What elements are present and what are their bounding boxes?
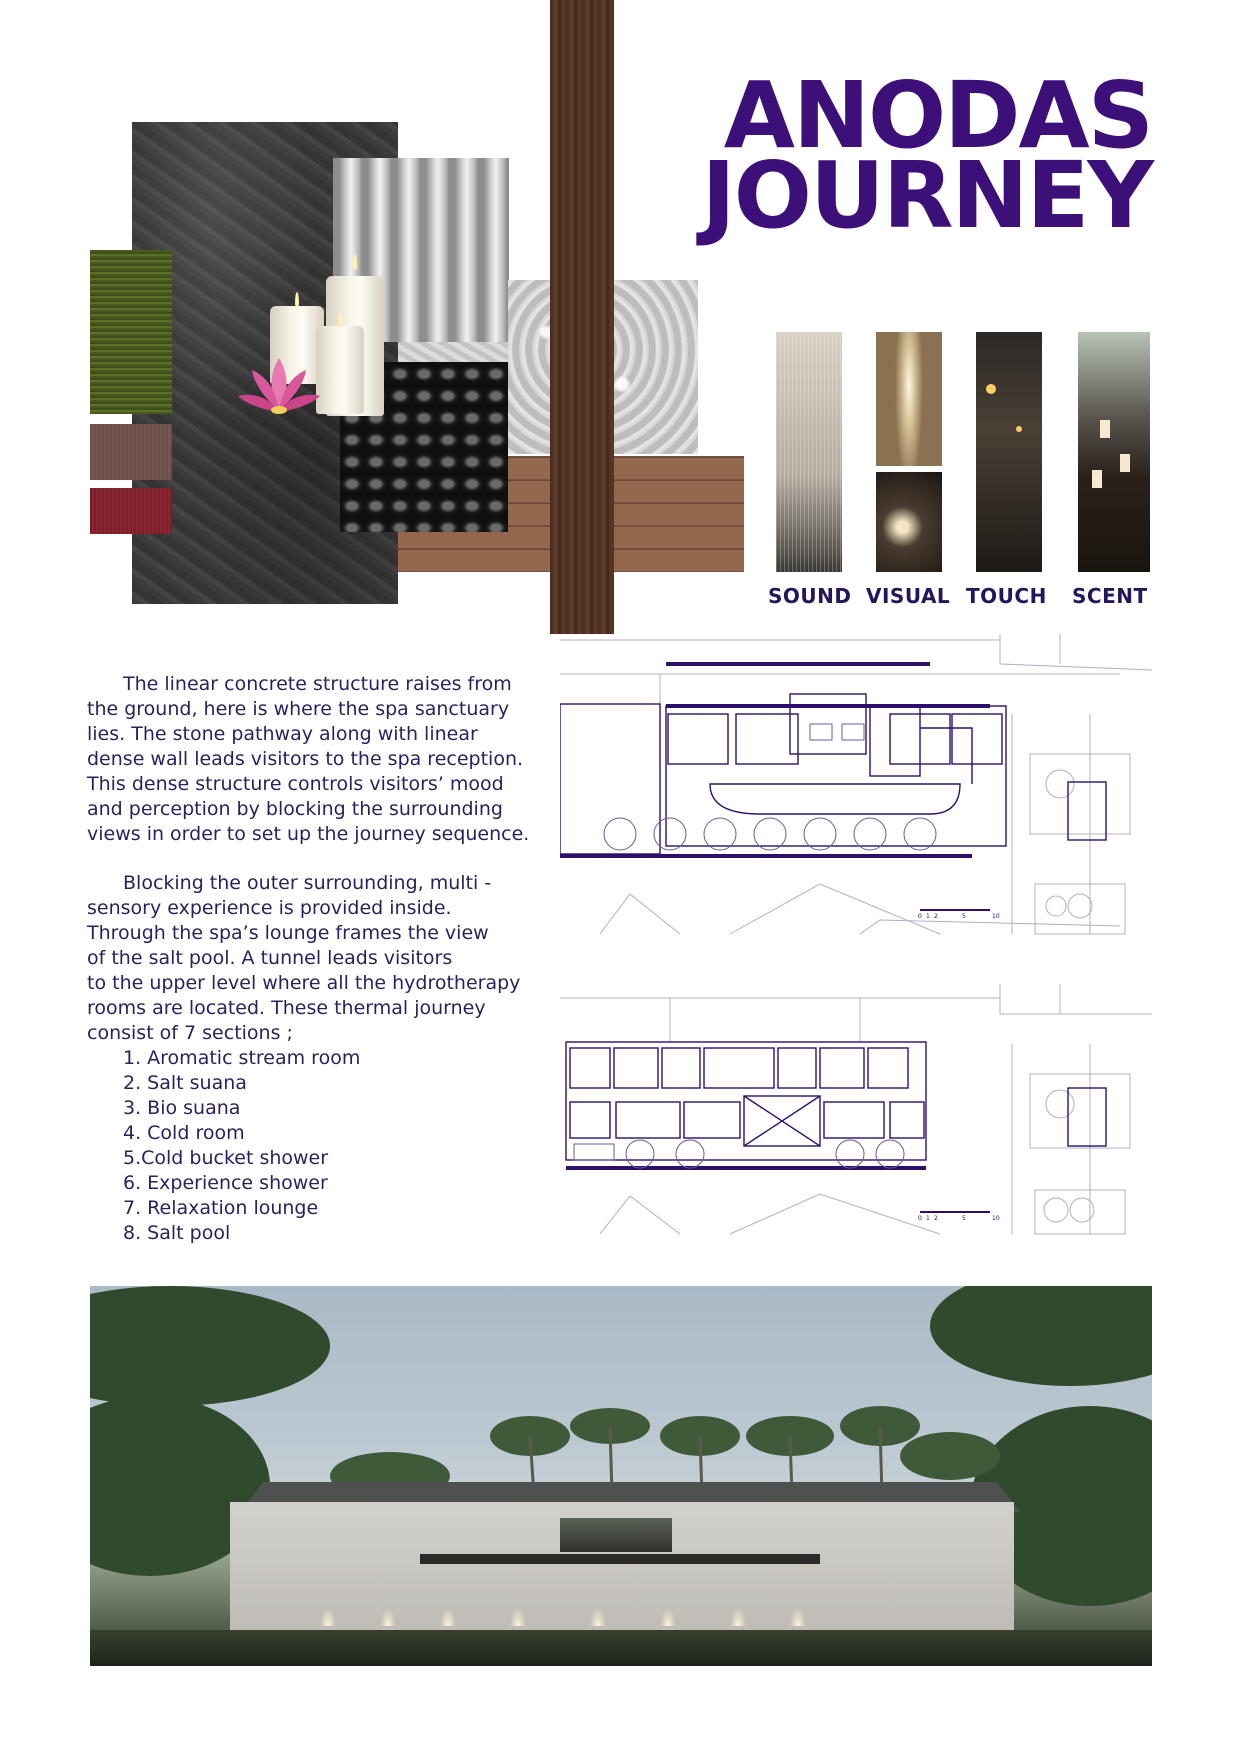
page-title — [701, 62, 1152, 249]
svg-text:1: 1 — [926, 1215, 930, 1222]
title-line-1: ANODAS — [723, 62, 1152, 169]
section-list — [123, 1046, 561, 1246]
list-item: 2. Salt suana — [123, 1072, 247, 1094]
building-window — [560, 1518, 672, 1552]
svg-text:2: 2 — [934, 1215, 938, 1222]
svg-text:10: 10 — [992, 1215, 1000, 1222]
uplight — [320, 1608, 336, 1626]
brown-fabric-swatch — [90, 424, 172, 480]
exterior-render — [90, 1286, 1152, 1666]
visual-image-top — [876, 332, 942, 466]
lotus-flower-icon — [236, 352, 322, 432]
red-fabric-swatch — [90, 488, 172, 534]
sense-label-visual: VISUAL — [866, 584, 951, 608]
list-item: 5.Cold bucket shower — [123, 1147, 329, 1169]
description-text — [87, 672, 561, 1246]
uplight — [730, 1608, 746, 1626]
svg-text:0: 0 — [918, 913, 922, 920]
sense-label-touch: TOUCH — [966, 584, 1047, 608]
ground-floor-plan — [560, 634, 1152, 942]
list-item: 3. Bio suana — [123, 1097, 241, 1119]
reflecting-pool — [90, 1630, 1152, 1666]
sense-label-scent: SCENT — [1072, 584, 1148, 608]
svg-text:2: 2 — [934, 913, 938, 920]
touch-image — [976, 332, 1042, 572]
paragraph-1: The linear concrete structure raises from the ground, here is where the spa sanctuary lies. The stone pathway along with linear dense wall leads visitors to the spa reception. This dense structure controls visitors’ mood and perception by blocking the surrounding views in order to set up the journey sequence. — [87, 673, 530, 845]
timber-beam — [550, 0, 614, 634]
uplight — [790, 1608, 806, 1626]
scent-image — [1078, 332, 1150, 572]
list-item: 6. Experience shower — [123, 1172, 328, 1194]
list-item: 4. Cold room — [123, 1122, 245, 1144]
list-item: 7. Relaxation lounge — [123, 1197, 319, 1219]
title-line-2: JOURNEY — [701, 142, 1152, 249]
candle-icon — [316, 326, 364, 414]
svg-text:5: 5 — [962, 913, 966, 920]
uplight — [590, 1608, 606, 1626]
green-fabric-swatch — [90, 250, 172, 414]
svg-text:5: 5 — [962, 1215, 966, 1222]
uplight — [380, 1608, 396, 1626]
uplight — [440, 1608, 456, 1626]
sound-image — [776, 332, 842, 572]
list-item: 8. Salt pool — [123, 1222, 231, 1244]
svg-text:1: 1 — [926, 913, 930, 920]
entrance-canopy — [420, 1554, 820, 1564]
visual-image-bottom — [876, 472, 942, 572]
paragraph-2: Blocking the outer surrounding, multi - sensory experience is provided inside. Through the spa’s lounge frames the view of the salt pool. A tunnel leads visitors to the upper level where all the hydrotherapy rooms are located. These thermal journey consist of 7 sections ; — [87, 872, 521, 1044]
list-item: 1. Aromatic stream room — [123, 1047, 361, 1069]
uplight — [660, 1608, 676, 1626]
sense-label-sound: SOUND — [768, 584, 852, 608]
svg-text:10: 10 — [992, 913, 1000, 920]
upper-floor-plan — [560, 984, 1152, 1244]
uplight — [510, 1608, 526, 1626]
svg-text:0: 0 — [918, 1215, 922, 1222]
